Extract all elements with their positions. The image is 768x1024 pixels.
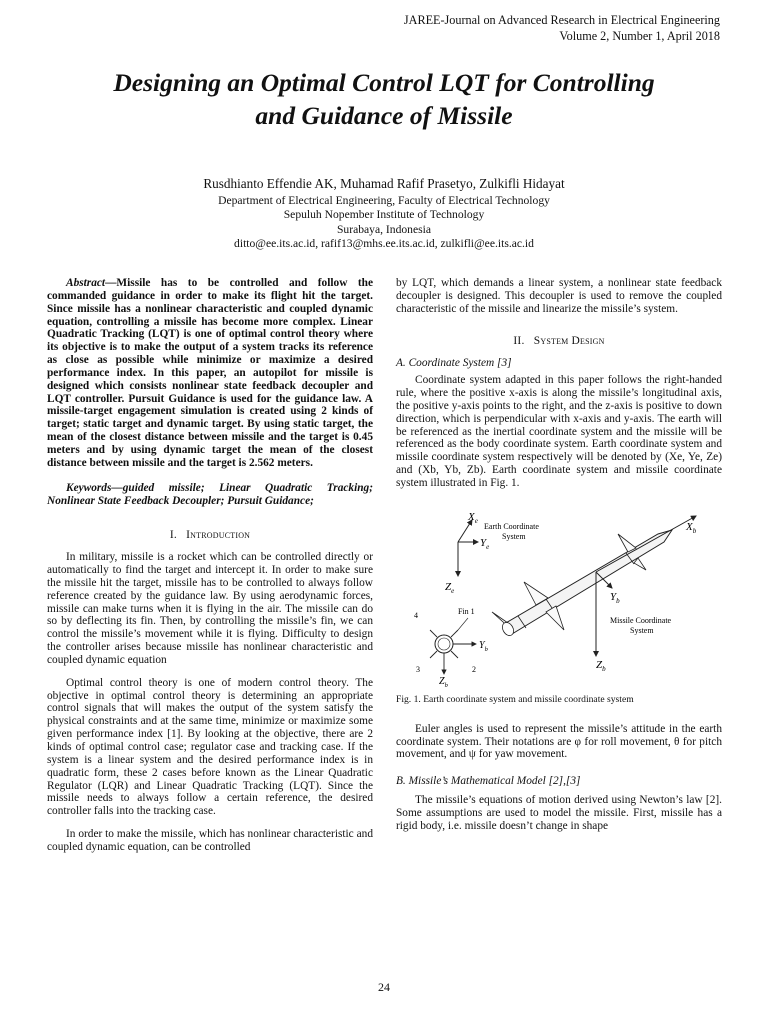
left-column <box>47 277 373 854</box>
svg-text:Xb <box>685 521 697 535</box>
ye-sub: e <box>486 542 490 551</box>
zb-sub: b <box>602 664 606 673</box>
author-emails: ditto@ee.its.ac.id, rafif13@mhs.ee.its.ac.id, zulkifli@ee.its.ac.id <box>234 236 534 250</box>
journal-name: JAREE-Journal on Advanced Research in Electrical Engineering <box>403 13 720 27</box>
svg-text:Yb <box>610 591 620 605</box>
xe-sub: e <box>474 516 478 525</box>
inset-zb-label: Z <box>439 675 445 687</box>
affiliation-institute: Sepuluh Nopember Institute of Technology <box>283 208 485 222</box>
coordinate-paragraph: Coordinate system adapted in this paper follows the right-handed rule, where the positive x-axis is along the missile’s longitudinal axis, the positive y-axis points to the right, and the z-axis is positive to down direction, which is perpendicular with x-axis and y-axis. The earth will be referenced as the inertial coordinate system and the missile will be referenced as the body coordinate system. Earth coordinate system and missile coordinate system respectively will be denoted by (Xe, Ye, Ze) and (Xb, Yb, Zb). Earth coordinate system and missile coordinate system illustrated in Fig. 1. <box>396 374 722 489</box>
missile-system-label-2: System <box>630 625 654 635</box>
yb-label: Y <box>610 590 617 603</box>
coordinate-diagram <box>396 506 714 688</box>
section-title: Introduction <box>186 529 251 542</box>
xe-label: X <box>468 510 475 523</box>
fin-2-label: 2 <box>472 664 476 674</box>
intro-paragraph-3: In order to make the missile, which has nonlinear characteristic and coupled dynamic equation, can be controlled <box>47 828 373 853</box>
earth-x-axis <box>458 520 472 542</box>
yb-sub: b <box>616 596 620 605</box>
page-number: 24 <box>378 980 390 994</box>
affiliation <box>40 194 728 251</box>
running-header <box>404 12 720 44</box>
author-list: Rusdhianto Effendie AK, Muhamad Rafif Prasetyo, Zulkifli Hidayat <box>203 176 565 191</box>
ye-label: Y <box>480 536 487 549</box>
affiliation-city: Surabaya, Indonesia <box>336 222 431 236</box>
ze-sub: e <box>451 586 455 595</box>
paper-title <box>40 66 728 132</box>
continued-paragraph: by LQT, which demands a linear system, a nonlinear state feedback decoupler is designed. This decoupler is used to remove the coupled characteristic of the missile and linearize the missile’s system. <box>396 277 722 315</box>
abstract <box>47 277 373 470</box>
svg-text:Yb: $Y_b$ <box>479 639 488 653</box>
svg-text:Ze <box>445 581 454 595</box>
svg-text:Zb: $Z_b$ <box>439 675 448 688</box>
section-number: I. <box>169 529 177 542</box>
section-number: II. <box>513 334 525 347</box>
earth-system-label-2: System <box>502 531 526 541</box>
earth-system-label-1: Earth Coordinate <box>484 521 539 531</box>
ze-label: Z <box>445 580 452 593</box>
intro-paragraph-1: In military, missile is a rocket which can be controlled directly or automatically to find the target and intercept it. In order to make sure the missile hit the target, missile has to be controlled to always follow reference created by the guidance law. By using aerodynamic forces, missile can make turns when it is flying in the air. The missile can do so by deflecting its fin. Then, by controlling the missile’s fin, we can control the missile’s movement while it is flying. Difficulty to design the controller arises because missile has nonlinear characteristic and coupled dynamic equation <box>47 551 373 666</box>
xb-label: X <box>686 520 693 533</box>
svg-text:Zb <box>596 659 606 673</box>
figure-1-caption: Fig. 1. Earth coordinate system and missile coordinate system <box>396 693 634 705</box>
euler-paragraph: Euler angles is used to represent the missile’s attitude in the earth coordinate system. Their notations are φ for roll movement, θ for pitch movement, and ψ for yaw movement. <box>396 722 722 761</box>
abstract-lead: Abstract <box>66 277 106 289</box>
title-line-1: Designing an Optimal Control LQT for Controlling <box>113 68 655 97</box>
intro-paragraph-2: Optimal control theory is one of modern control theory. The objective in optimal control theory is determining an appropriate control signals that will makes the output of the system satisfy the physical constraints and at the same time, minimize or maximize some given performance index [1]. By looking at the objective, there are 2 kinds of optimal control case; regulator case and tracking case. If the system is a linear system and the desired performance index is in quadratic form, these 2 cases before known as the Linear Quadratic Regulator (LQR) and Linear Quadratic Tracking (LQT). Since the missile needs to always follow a certain reference, the desired controller falls into the tracking case. <box>47 676 373 818</box>
fin-4-label: 4 <box>414 610 418 620</box>
right-column <box>396 277 722 833</box>
affiliation-dept: Department of Electrical Engineering, Faculty of Electrical Technology <box>218 194 550 207</box>
keywords: Keywords—guided missile; Linear Quadratic Tracking; Nonlinear State Feedback Decoupler; Pursuit Guidance; <box>47 481 373 507</box>
inset-yb-label: Y <box>479 639 485 651</box>
section-heading-system-design <box>396 335 722 348</box>
svg-text:Ye <box>480 537 489 551</box>
svg-text:Xe <box>467 511 478 525</box>
title-line-2: and Guidance of Missile <box>255 101 513 130</box>
fin-3-label: 3 <box>416 664 420 674</box>
fin-cross-section <box>430 618 476 674</box>
body-x-axis <box>596 516 696 572</box>
abstract-text: —Missile has to be controlled and follow the commanded guidance in order to make its flight hit the target. Since missile has a nonlinear characteristic and coupled dynamic equation, controlling a missile has become more complex. Linear Quadratic Tracking (LQT) is one of optimal control theory where its objective is to make the output of a system tracks its reference as close as possible while minimize or maximize a desired performance index. In this paper, an autopilot for missile is designed which consists nonlinear state feedback decoupler and LQT controller. Pursuit Guidance is used for the guidance law. A missile-target engagement simulation is created using 2 kinds of target; static target and dynamic target. By using static target, the mean of the closest distance between missile and the target is 0.45 meters and by using dynamic target the mean of the closest distance between missile and the target is 2.562 meters. <box>47 277 373 469</box>
section-title: System Design <box>533 334 605 347</box>
missile-system-label-1: Missile Coordinate <box>610 615 672 625</box>
figure-1 <box>396 506 714 688</box>
model-paragraph: The missile’s equations of motion derived using Newton’s law [2]. Some assumptions are used to model the missile. First, missile has a rigid body, i.e. missile doesn’t change in shape <box>396 794 722 832</box>
subsection-mathematical-model: B. Missile’s Mathematical Model [2],[3] <box>396 775 581 788</box>
section-heading-introduction <box>47 529 373 542</box>
subsection-coordinate-system: A. Coordinate System [3] <box>396 357 512 370</box>
volume-info: Volume 2, Number 1, April 2018 <box>559 29 720 43</box>
zb-label: Z <box>596 658 603 671</box>
xb-sub: b <box>692 526 697 535</box>
fin-1-label: Fin 1 <box>458 606 475 616</box>
